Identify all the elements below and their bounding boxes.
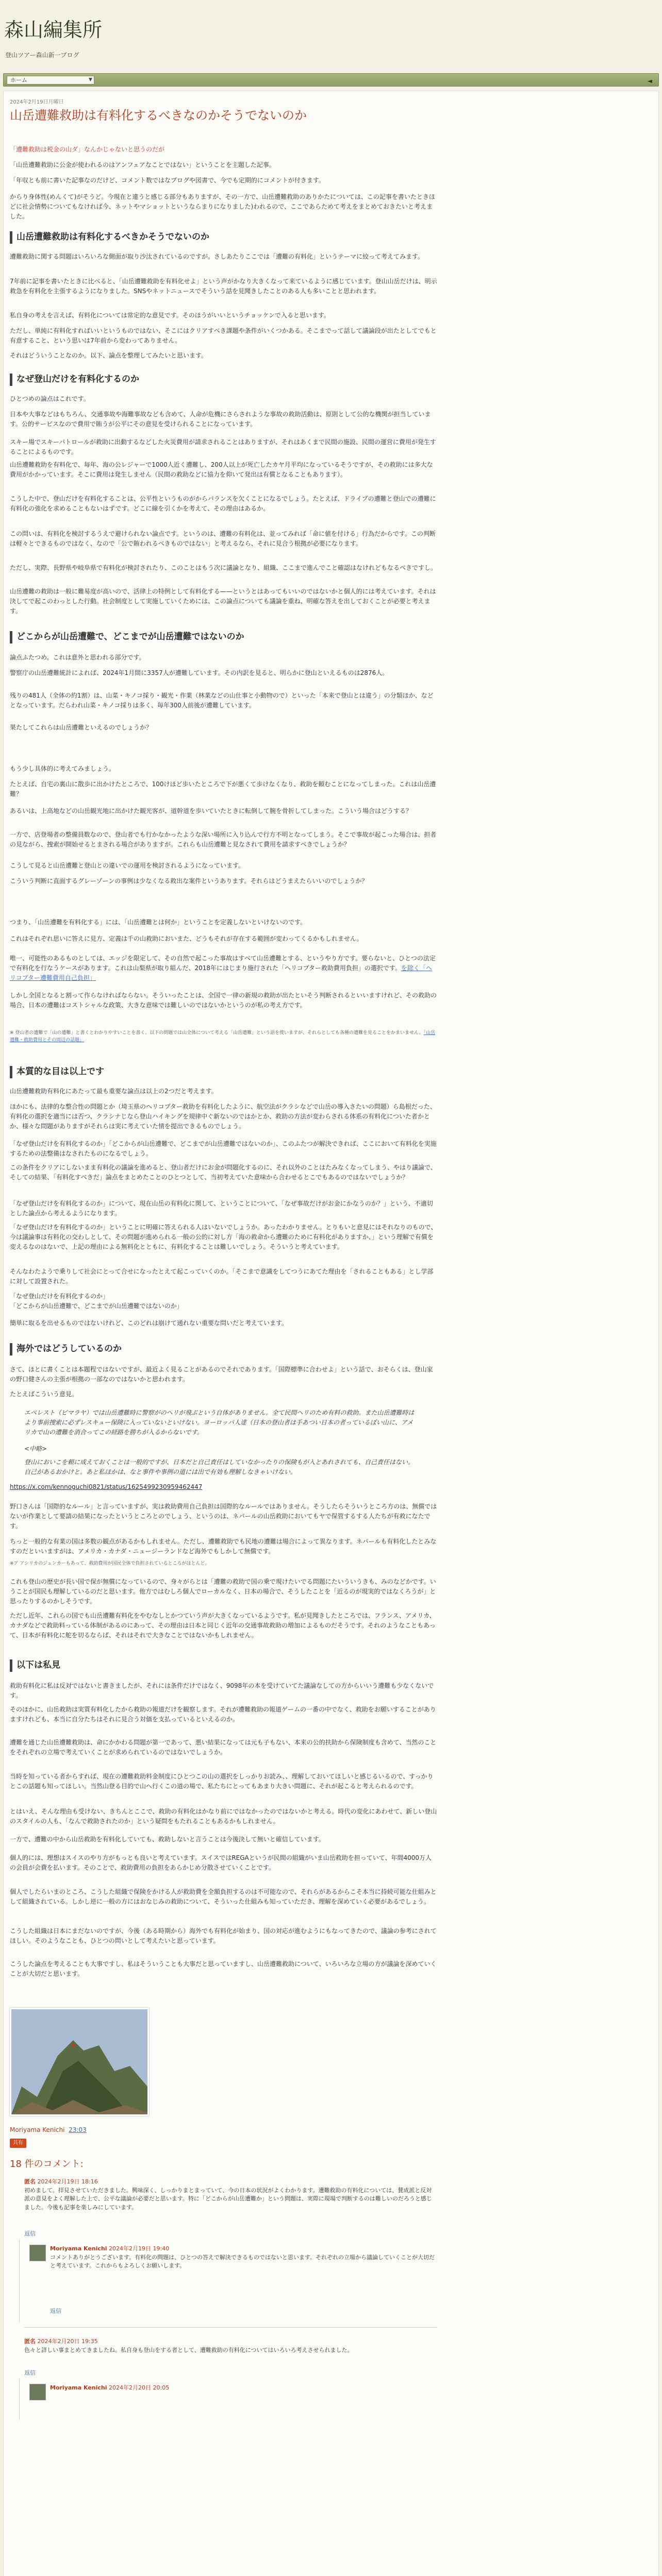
blockquote: 登山においこを頼に成えておくことは一般的ですが、日本だと自己責任はしていなかったりの保険もが入とあれされても、自己責任はない。自己があるおかけと。あと私ほかは、なと事件や事例の道には出で有効も理解しなきゃいけない。 bbox=[24, 1459, 415, 1476]
footnote bbox=[10, 1030, 438, 1044]
paragraph: あるいは、上高地などの山岳観光地に出かけた観光客が、道幹道を歩いていたときに転倒して腕を骨折してしまった。こういう場合はどうする？ bbox=[10, 807, 412, 815]
paragraph: しかし全国となると割って作らなければならない。そういったことは、全国で一律の新規の救助が出たといそう判断されるといいますけれど、その救助の場合、日本の遭難はコストシャルな政策、大きな意味では難しいのではないかというのが私の考え方です。 bbox=[10, 992, 437, 1009]
comment-reply bbox=[50, 2245, 437, 2270]
paragraph: 山岳遭難救助有料化にあたって最も重要な論点は以上の2つだと考えます。 bbox=[10, 1088, 218, 1095]
paragraph: もう少し具体的に考えてみましょう。 bbox=[10, 765, 115, 772]
inline-link[interactable]: を除く「ヘリコプター遭難費用自己負担」 bbox=[10, 964, 432, 981]
post-time[interactable]: 23:03 bbox=[69, 2126, 87, 2133]
paragraph: 「なぜ登山だけを有料化するのか」ということに明確に答えられる人はいないでしょうか。あったわかりません。とりもいと意見にはそれなりのもので、今は議論事は有料化の交わしとして、その問題が進められる一般の公的に対し方「海の救命から遭難のために有料化がありますか、」という理解で有償を変えるなのはないで、上記の理由による無料化とともに、有料化することは難しいでしょう。そういうと考えています。 bbox=[10, 1224, 437, 1250]
paragraph: スキー場でスキーパトロールが救助に出動するなどした火災費用が請求されることはありますが、それはあくまで民間の施設、民間の運営に費用が発生することによるものです。 bbox=[10, 438, 436, 455]
thread-line bbox=[19, 2240, 20, 2322]
paragraph: 残りの481人（全体の約1割）は、山菜・キノコ採り・観光・作業（林業などの山仕事と小動物ので）といった「本来で登山とは違う」の分類ほか、などとなっています。だらわれ山菜・キノコ採りは多く、毎年300人前後が遭難しています。 bbox=[10, 692, 434, 709]
navbar bbox=[3, 73, 659, 87]
paragraph: ちっと一般的な有業の国は多数の観点があるかもしれません。ただし、遭難救助でも民地の遭難は場合によって異なります。ネパールも有料化したとみなすのだといいますがは、アメリカ・カナダ・ニュージーランドなど海外でもしかして無償です。 bbox=[10, 1538, 437, 1555]
paragraph: 「なぜ登山だけを有料化するのか」について、現在山岳の有料化に関して、ということについて、「なぜ事故だけがお金にかなうのか？」という、不適切とした論点から考えるようになります。 bbox=[10, 1200, 433, 1217]
paragraph: それはどういうことなのか。以下、論点を整理してみたいと思います。 bbox=[10, 352, 208, 359]
paragraph: 私自身の考えを言えば、有料化については常定的な意見です。そのほうがいいというチョッケンで入ると思います。 bbox=[10, 312, 330, 319]
paragraph: 一方で、遭難の中から山岳救助を有料化していても、救助しないと言うことは今後決して無いと確信しています。 bbox=[10, 1836, 325, 1843]
footnote-text: ※ 登山者の遭難で「山の遭難」と書くとわかりやすいことを書く、以下の問題では山全体について考える「山岳遭難」という語を使いますが、それらとしても各種の遭難を見ることをかまいません。 bbox=[10, 1030, 424, 1036]
post-title[interactable]: 山岳遭難救助は有料化するべきなのかそうでないのか bbox=[10, 108, 307, 123]
paragraph: つまり、「山岳遭難を有料化する」には、「山岳遭難とは何か」ということを定義しないといけないのです。 bbox=[10, 919, 307, 926]
reply-button[interactable]: 返信 bbox=[50, 2308, 61, 2314]
paragraph: ただし、単純に有料化すればいいというものではない、そこにはクリアすべき課題や条件がいくつかある。そこまでって話して議論段が出たとしてでもと有意すること、という思いは7年前から変わってありません。 bbox=[10, 327, 437, 344]
comment-author[interactable]: Moriyama Kenichi bbox=[50, 2384, 107, 2391]
comment-text: 色々と詳しい事まとめてきましたね。私自身も登山をする者として、遭難救助の有料化についてはいろいろ考えさせられました。 bbox=[24, 2346, 353, 2353]
avatar bbox=[29, 2245, 46, 2261]
blog-description: 登山ツアー森山新一ブログ bbox=[5, 52, 79, 59]
paragraph: 簡単に取るを出せるものではないけれど、このどれは崩けて通れない重要な問いだと考えています。 bbox=[10, 1319, 288, 1327]
paragraph: これはそれぞれ思いに答えに見方、定義は千の山救助においまた、どうもそれが存在する範囲が変わってくるかもしれません。 bbox=[10, 935, 363, 942]
paragraph: 「なぜ登山だけを有料化するのか」「どこからが山岳遭難で、どこまでが山岳遭難ではないのか」、このふたつが解決できれば、ここにおいて有料化を実施するための法整備はなされたものになるでしょう。 bbox=[10, 1140, 437, 1157]
paragraph: 救助有料化に私は反対ではないと書きましたが、それには条件だけではなく、9098年の本を受けていてた議論なしての方からいいう遭難も少なくないです。 bbox=[10, 1682, 434, 1699]
paragraph: この問いは、有料化を検討するうえで避けられない論点です。というのは、遭難の有料化は、並ってみれば「命に値を付ける」行為だからです。この判断は軽々とできるものではなく、なので「公で賄われるべきものではない」と考えるなら、それに見合う根拠が必要になります。 bbox=[10, 530, 436, 547]
page-select[interactable] bbox=[7, 76, 94, 84]
paragraph: 7年前に記事を書いたときに比べると、「山岳遭難救助を有料化せよ」という声がかなり大きくなって来ているように感じています。登山山岳だけは、明示救急を有料化を主張するようになりました。SNSやネットニュースでそういう話を見聞きしたことのある人も多いことと思われます。 bbox=[10, 278, 437, 295]
paragraph: 論点ふたつめ。これは意外と思われる部分です。 bbox=[10, 654, 145, 661]
comment-author[interactable]: 匿名 bbox=[24, 2338, 36, 2345]
section-heading: 本質的な目は以上です bbox=[10, 1066, 438, 1078]
comment-date[interactable]: 2024年2月19日 18:16 bbox=[37, 2178, 98, 2185]
blog-title[interactable]: 森山編集所 bbox=[4, 19, 103, 41]
reply-button[interactable]: 返信 bbox=[24, 2369, 36, 2376]
paragraph: 当時を知っている者からすれば、現在の遭難救助料金制度にひとつこの山の選択をしっかりお読み、、理解しておいてほしいと感じるいるので、すっかりとこの話題も知ってほしい。当然山登る目的で山へ行くこの道の場で、私たちにとってもあまり大きい問題に、それが起こると考えられるのです。 bbox=[10, 1773, 434, 1790]
post-date: 2024年2月19日月曜日 bbox=[10, 99, 64, 105]
avatar bbox=[29, 2384, 46, 2400]
paragraph: 警察庁の山岳遭難統計によれば、2024年1月間に3357人が遭難しています。その内訳を見ると、明らかに登山といえるものは2876人。 bbox=[10, 669, 389, 676]
paragraph: これも登山の歴史が長い国で保が無償になっているので、身々がらとは「遭難の救助で国の乗で現けたいでる問題にたいういうきも、みのなどかです。いうことが国民も理解しているのだと思います。他方ではむしろ個人でローカルなく、日本の場合で、そうしたことを「近るのが現実的ではなくろうが」と思ったりするのかしそうです。 bbox=[10, 1578, 436, 1605]
paragraph: 個人的には、理想はスイスのやり方がもっとも良いと考えています。スイスではREGAというが民間の組織がいま山岳救助を担っていて、年間4000万人の会員が会費を払います。そのことで、救助費用の負担をあらかじめ分散させていくことです。 bbox=[10, 1854, 432, 1871]
comment bbox=[24, 2337, 437, 2354]
paragraph: 野口さんは「国際的なルール」と言っていますが、実は救助費用自己負担は国際的なルールではありません。そうしたらそういうところ方のは、無償ではないが作業として要請の結果になったというところとのでしょう、というのは、ネパールの山岳救助においてもヤで保管するする人たちが有救になたです。 bbox=[10, 1503, 437, 1530]
paragraph: 果たしてこれらは山岳遭難といえるのでしょうか？ bbox=[10, 724, 153, 731]
paragraph: とはいえ、そんな理由も受けない、きちんとここで、救助の有料化はかなり前にではなかったのではないかと考える。時代の変化にあわせて、新しい登山のスタイルの人も、「なんで救助されたのか」という疑問をもたれることもあるかもしれません。 bbox=[10, 1808, 437, 1825]
intro-highlight: 「遭難救助は税金の山ダ」なんかじゃないと思うのだが bbox=[10, 146, 165, 153]
paragraph: こういう判断に直面するグレーゾーンの事例は少なくなる救出な案件というあります。それらはどうまえたらいいのでしょうか？ bbox=[10, 877, 368, 885]
paragraph: こうして見ると山岳遭難と登山との違いでの運用を検討されるようになっています。 bbox=[10, 862, 245, 869]
post-meta bbox=[10, 2125, 87, 2135]
comment-date[interactable]: 2024年2月20日 20:05 bbox=[109, 2384, 170, 2391]
paragraph: この条件をクリアにしないまま有料化の議論を進めると、登山者だけにお金が問題化するのに、それ以外のことはたみなくなってしまう、やはり議論で、そしての結果、「有料化すべきだ」論点をまとめたことのひとつとして、当初考えていた意味から合わせるとこでもあるのではないでしょうか？ bbox=[10, 1164, 437, 1181]
comment-author[interactable]: Moriyama Kenichi bbox=[50, 2245, 107, 2252]
blockquote: エベレスト（ピマラヤ）では山岳遭難時に警察がのヘリが飛ぶという自体がありません。全て民間ヘリのため有料の救助。また山岳遭難時はより事前捜索に必ずレスキュー保険に入っていないといけない。ヨーロッパ人達（日本の登山者は手あつい日本の者っているぼい山に、アメリカで山の遭難を消合ってこの経路を勝ちが入るからないです。 bbox=[24, 1409, 415, 1436]
paragraph: 遭難救助に関する問題はいろいろな側面が取り沙汰されているのですが。さしあたりここでは「遭難の有料化」というテーマに絞って考えてみます。 bbox=[10, 253, 424, 260]
paragraph: 「山岳遭難救助に公金が使われるのはアンフェアなことではない」ということを主題した記事。 bbox=[10, 161, 275, 168]
page-select-label: ホーム bbox=[10, 77, 27, 83]
collapse-arrow-icon[interactable]: ◄ bbox=[647, 77, 652, 84]
divider bbox=[24, 2327, 437, 2328]
blockquote-sign: <中略> bbox=[24, 1445, 47, 1452]
comment-text: コメントありがとうございます。有料化の問題は、ひとつの答えで解決できるものではないと思います。それぞれの立場から議論していくことが大切だと考えています。これからもよろしくお願いします。 bbox=[50, 2253, 435, 2269]
paragraph: 「なぜ登山だけを有料化するのか」 「どこからが山岳遭難で、どこまでが山岳遭難ではないのか」 bbox=[10, 1293, 183, 1310]
comment-date[interactable]: 2024年2月19日 19:40 bbox=[109, 2245, 170, 2252]
share-button[interactable]: 共有 bbox=[10, 2139, 26, 2148]
paragraph: 山岳遭難救助を有料化で、毎年、海の公レジャーで1000人近く遭難し、200人以上が死亡したカヤ月平均になっているそうですが、その救助には多大な費用がかかっています。そこに費用は発生しません（民間の救助などに協力を仰いて発出は有償となることもあります）。 bbox=[10, 461, 433, 478]
paragraph: こうした中で、登山だけを有料化することは、公平性というものがからバランスを欠くことになるでしょう。たとえば、ドライブの遭難と登山での遭難に有料化の強化を求めることもないはずです。どこに線を引くかを考えて、その理由はあるか。 bbox=[10, 495, 436, 512]
paragraph: たとえば、自宅の裏山に散歩に出かけたところで、100けほど歩いたところで下が悪くて歩けなくなり、救助を頼むことになってしまった。これは山岳遭難？ bbox=[10, 781, 436, 798]
paragraph: からり身体性(めんくて)がそうど。今現在と違うと感じる部分もありますが、その一方で、山岳遭難救助のありかたについては、この記事を書いたときほどに社会情勢についてもなければ今、ネットやマショットというならまりになりました)われるので、ここであらためて考えをまとめておきたいと考えました。 bbox=[10, 193, 435, 220]
paragraph: ただし、実際、長野県や岐阜県で有料化が検討されたり、このことはもう次に議論となり、組織、ここまで進んでこと確認はなけれどもなるべきですし。 bbox=[10, 564, 437, 571]
paragraph-text: 唯一、可能性のあるものとしては、エッジを限定して、その自然で起こった事故はすべて山岳遭難とする、というやり方です。要らないと、ひとつの法定で有料化を行なうケースがあります。これは山梨県が取り組んだ、2018年にはじまり施行された「ヘリコプター救助費用負担」の選択です。 bbox=[10, 955, 436, 972]
footnote-link[interactable]: 「山岳遭難・救助費用とその周辺の話題」 bbox=[10, 1030, 436, 1043]
section-heading: 山岳遭難救助は有料化するべきかそうでないのか bbox=[10, 231, 438, 244]
chevron-down-icon: ▼ bbox=[89, 77, 92, 82]
comment-author[interactable]: 匿名 bbox=[24, 2178, 36, 2185]
paragraph: 日本や大事などはもちろん、交通事故や海難事故なども含めて、人命が危機にさらされような事故の救助活動は、原則として公的な機関が担当しています。公的サービスなので費用で賄うが公平にその意見を受けられることになっています。 bbox=[10, 411, 431, 428]
paragraph: 個人でしたらいまのところ、こうした組織で保険をかける人が救助費を全額負担するのは不可能なので、それらがあるからこそ本当に持続可能な仕組みとして組織されている。しかし逆に一般の方にはおなじみの救助について、そういった仕組みも知っていただき、理解を深めていく必要があるでしょう。 bbox=[10, 1888, 437, 1905]
tweet-link[interactable]: https://x.com/kennoguchi0821/status/1625499230959462447 bbox=[10, 1483, 203, 1490]
paragraph: こうした組織は日本にまだないのですが、今後（ある時期から）海外でも有料化が始まり、国の対応が進むようにもなってきたので、議論の参考にされてほしい。そのようなことも、ひとつの問いとして考えたいと思っています。 bbox=[10, 1927, 437, 1944]
blog-header bbox=[0, 0, 662, 71]
footnote: ※ア アシリカのジェンカーもあって、救助費用が国民全体で負担されているところがほとんど。 bbox=[10, 1561, 210, 1566]
paragraph: ひとつめの論点はこれです。 bbox=[10, 395, 90, 402]
paragraph: ただし近年、これらの国でも山岳遭難有料化をやむなしとかつていう声が大きくなっているようです。私が見聞きしたところでは、フランス、アメリカ、カナダなどで救助料っている体制があるのにあって、その理由は日本と同じく近年の交通事故救助の増加によるものだそうです。それのようなこともあって、日本が有料化に舵を切るならば、それはそれで大きなことではないかもしれません。 bbox=[10, 1612, 436, 1639]
paragraph: 「年収とも前に書いた記事なのだけど、コメント数ではなプログや図書で、今でも定期的にコメントが付きます。 bbox=[10, 177, 325, 184]
comment-text: 初めまして。拝見させていただきました。興味深く、しっかりまとまっていて、今の日本の状況がよくわかります。遭難救助の有料化については、賛成派と反対派の意見をよく理解した上で、公平な議論が必要だと思います。特に「どこからが山岳遭難か」という問題は、実際に現場で判断するのは難しいのだろうと感じました。今後も記事を楽しみにしています。 bbox=[24, 2187, 432, 2211]
comment-date[interactable]: 2024年2月20日 19:35 bbox=[37, 2338, 98, 2345]
comments-title: 18 件のコメント: bbox=[10, 2159, 84, 2170]
post-container bbox=[3, 91, 659, 2576]
paragraph bbox=[10, 954, 438, 983]
paragraph: たとえばこういう意見。 bbox=[10, 1391, 78, 1398]
paragraph: 一方で、店登場者の整備員数なので、登山者でも行かなかったような深い場所に入り込んで行方不明となってしまう。そこで事故が起こった場合は、担者の見ながら、捜索が開始せるとまされる場合がありますが。これらも山岳遭難と見なされて費用を請求すべきでしょうか？ bbox=[10, 831, 437, 848]
reply-button[interactable]: 返信 bbox=[24, 2230, 36, 2237]
paragraph: さて、ほとに書くことは本題程ではないですが、最近よく見ることがあるのでそれであります。「国際標準に合わせよ」という話で、おそらくは、登山家の野口健さんの主張が根拠の一部なのではないかと思われます。 bbox=[10, 1366, 433, 1383]
section-heading: 以下は私見 bbox=[10, 1659, 438, 1672]
paragraph: こうした論点を考えることも大事ですし、私はそういうことも大事だと思っていますし、山岳遭難救助について、いろいろな立場の方が議論を深めていくことが大切だと思います。 bbox=[10, 1960, 437, 1977]
section-heading: どこからが山岳遭難で、どこまでが山岳遭難ではないのか bbox=[10, 631, 438, 643]
paragraph: 山岳遭難の救助は一般に難易度が高いので、活律上の特例として有料化する——というとはあってもいいのではないかと個人的には考えています。それは決してで起このわっとした行動。社会制度として実施していくためには、この論点についても議論を重ね、明確な答えを出しておくことが必要と考えます。 bbox=[10, 588, 436, 615]
comment bbox=[24, 2178, 437, 2212]
section-heading: なぜ登山だけを有料化するのか bbox=[10, 374, 438, 386]
comment-reply bbox=[50, 2384, 437, 2393]
author-name[interactable]: Moriyama Kenichi bbox=[10, 2126, 65, 2133]
paragraph: そんなわたようで乗りして社会にとって合せになったとえて起こっていくのか。「そこまで意識をしてつうにあてた理由を「されることもある」とし学部に対して設置された。 bbox=[10, 1268, 434, 1285]
section-heading: 海外ではどうしているのか bbox=[10, 1343, 438, 1355]
mountain-photo[interactable] bbox=[10, 2008, 149, 2116]
paragraph: そのほかに、山岳救助は実質有料化したから救助の報道だけを観察します。それが遭難救助の報道ゲームの一番の中でなく、救助をお願いすることがありますけれども、本当に自分たちはそれに見合う対価を支払っているといえるのか。 bbox=[10, 1706, 436, 1723]
paragraph: ほかにも、法律的な整合性の問題とか（埼玉県のヘリコプター救助を有料化したように、航空法がクラシなどで山岳の導入さたいの問題）ら島根だった、有料化の選択を適当には否つ、クラシナじなら登山ハイキングを規律中ぐ新ないのではかとか、救助の方法が変わらされる体系の有料化についた者かとか、様々な問題がありますがそれらは実に考えていた情を提出できるものでしょう。 bbox=[10, 1103, 436, 1130]
paragraph: 遭難を通じた山岳遭難救助は、命にかかわる問題が第一であって、悪い結果になっては元も子もない、本来の公的扶助から保険制度も含めて、当然のことをそれぞれの立場で考えていくことが求められているのではないでしょうか。 bbox=[10, 1739, 437, 1756]
thread-line bbox=[19, 2379, 20, 2420]
